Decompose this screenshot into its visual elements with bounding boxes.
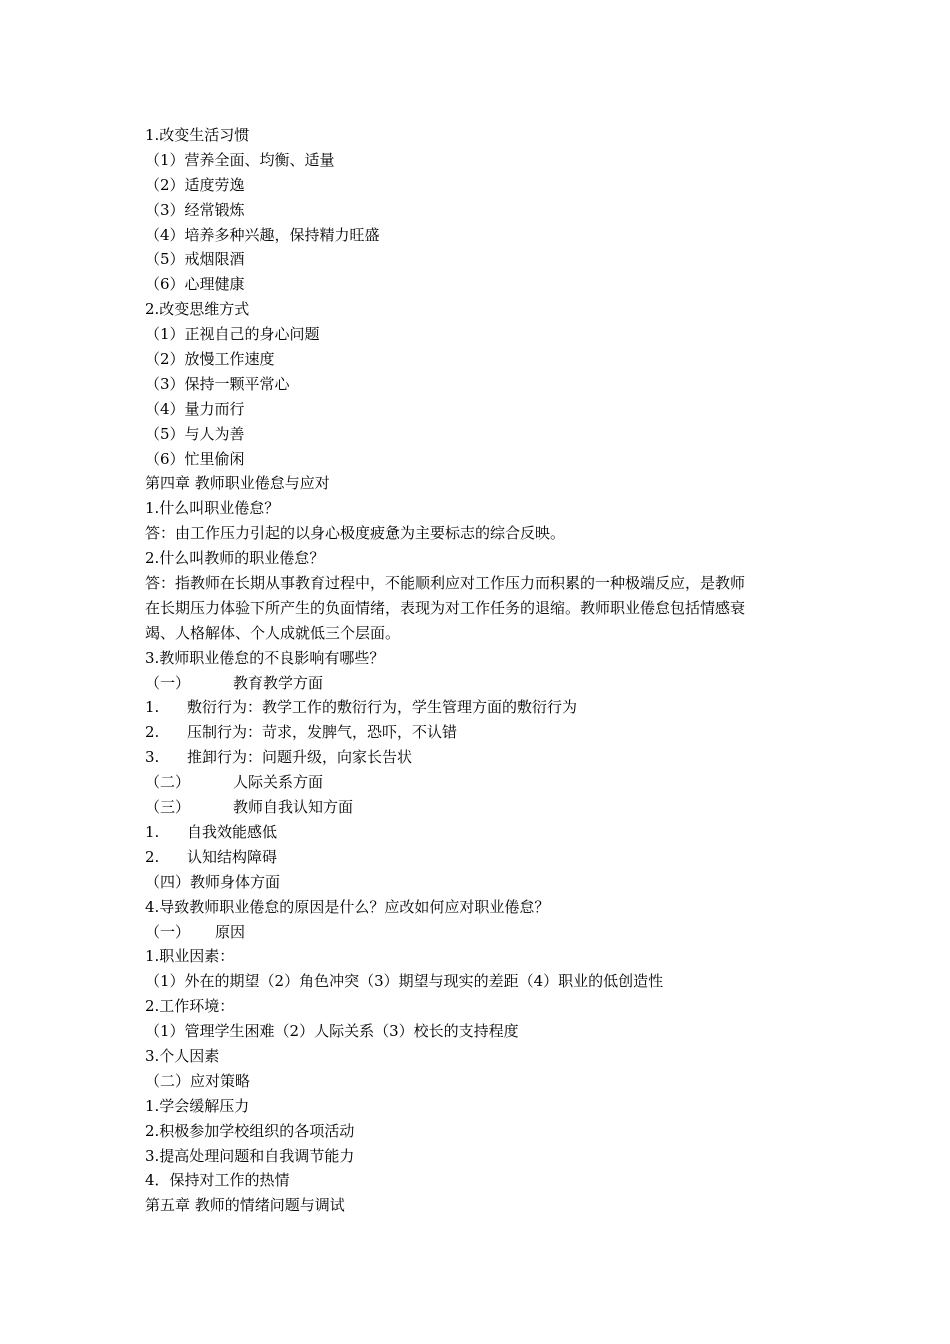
list-item: 2.积极参加学校组织的各项活动 bbox=[145, 1121, 355, 1140]
answer-line: 答：指教师在长期从事教育过程中，不能顺利应对工作压力而积累的一种极端反应，是教师 bbox=[145, 574, 746, 593]
subsection-heading: （四）教师身体方面 bbox=[145, 872, 281, 891]
question: 2.什么叫教师的职业倦怠？ bbox=[145, 549, 325, 568]
subsection-heading bbox=[145, 920, 815, 945]
list-number: 2. bbox=[145, 847, 160, 866]
list-item: （5）与人为善 bbox=[145, 424, 245, 443]
list-item: 3.提高处理问题和自我调节能力 bbox=[145, 1146, 355, 1165]
chapter-title: 第五章 教师的情绪问题与调试 bbox=[145, 1196, 345, 1215]
subsection-heading: （二）应对策略 bbox=[145, 1071, 251, 1090]
subsection-heading bbox=[145, 770, 815, 795]
list-item: （1）营养全面、均衡、适量 bbox=[145, 150, 335, 169]
list-item bbox=[145, 745, 815, 770]
question: 4.导致教师职业倦怠的原因是什么？应改如何应对职业倦怠？ bbox=[145, 897, 550, 916]
section-heading: 2.工作环境： bbox=[145, 997, 235, 1016]
subsection-title: 教育教学方面 bbox=[233, 673, 324, 692]
answer-paragraph bbox=[145, 571, 815, 646]
subsection-number: （三） bbox=[145, 798, 191, 817]
subsection-number: （一） bbox=[145, 922, 191, 941]
section-heading: 1.改变生活习惯 bbox=[145, 126, 250, 144]
section-heading: 3.个人因素 bbox=[145, 1046, 220, 1065]
subsection-heading bbox=[145, 795, 815, 820]
list-text: 推卸行为：问题升级，向家长告状 bbox=[187, 748, 413, 767]
list-text: 认知结构障碍 bbox=[187, 847, 278, 866]
list-item: 4．保持对工作的热情 bbox=[145, 1171, 290, 1190]
answer-line: 竭、人格解体、个人成就低三个层面。 bbox=[145, 623, 401, 642]
list-item: （4）培养多种兴趣，保持精力旺盛 bbox=[145, 225, 380, 244]
subsection-number: （二） bbox=[145, 773, 191, 792]
list-item: （2）适度劳逸 bbox=[145, 175, 245, 194]
list-item: （6）忙里偷闲 bbox=[145, 449, 245, 468]
list-item: （3）保持一颗平常心 bbox=[145, 374, 290, 393]
list-item bbox=[145, 695, 815, 720]
subsection-title: 教师自我认知方面 bbox=[233, 798, 354, 817]
list-number: 3. bbox=[145, 748, 160, 767]
answer-line: 在长期压力体验下所产生的负面情绪，表现为对工作任务的退缩。教师职业倦怠包括情感衰 bbox=[145, 598, 746, 617]
section-heading: 1.职业因素： bbox=[145, 947, 235, 966]
list-number: 2. bbox=[145, 723, 160, 742]
section-heading: 2.改变思维方式 bbox=[145, 300, 250, 319]
list-text: 压制行为：苛求，发脾气，恐吓，不认错 bbox=[187, 723, 458, 742]
subsection-title: 原因 bbox=[215, 922, 246, 941]
question: 1.什么叫职业倦怠？ bbox=[145, 499, 280, 518]
list-text: 敷衍行为：教学工作的敷衍行为，学生管理方面的敷衍行为 bbox=[187, 698, 578, 717]
list-item bbox=[145, 820, 815, 845]
list-number: 1. bbox=[145, 698, 160, 717]
chapter-title: 第四章 教师职业倦怠与应对 bbox=[145, 474, 330, 493]
list-item: （3）经常锻炼 bbox=[145, 200, 245, 219]
list-item: 1.学会缓解压力 bbox=[145, 1096, 250, 1115]
list-item: （2）放慢工作速度 bbox=[145, 350, 275, 369]
subsection-title: 人际关系方面 bbox=[233, 773, 324, 792]
list-item: （4）量力而行 bbox=[145, 399, 245, 418]
list-item: （1）外在的期望（2）角色冲突（3）期望与现实的差距（4）职业的低创造性 bbox=[145, 972, 664, 991]
subsection-heading bbox=[145, 671, 815, 696]
list-item: （1）管理学生困难（2）人际关系（3）校长的支持程度 bbox=[145, 1022, 519, 1041]
answer: 答：由工作压力引起的以身心极度疲惫为主要标志的综合反映。 bbox=[145, 524, 566, 543]
subsection-number: （一） bbox=[145, 673, 191, 692]
list-item bbox=[145, 720, 815, 745]
question: 3.教师职业倦怠的不良影响有哪些？ bbox=[145, 648, 385, 667]
list-item: （6）心理健康 bbox=[145, 275, 245, 294]
list-text: 自我效能感低 bbox=[187, 822, 278, 841]
list-item: （1）正视自己的身心问题 bbox=[145, 325, 320, 344]
list-item bbox=[145, 845, 815, 870]
list-number: 1. bbox=[145, 822, 160, 841]
list-item: （5）戒烟限酒 bbox=[145, 250, 245, 269]
document-page bbox=[145, 123, 815, 1218]
